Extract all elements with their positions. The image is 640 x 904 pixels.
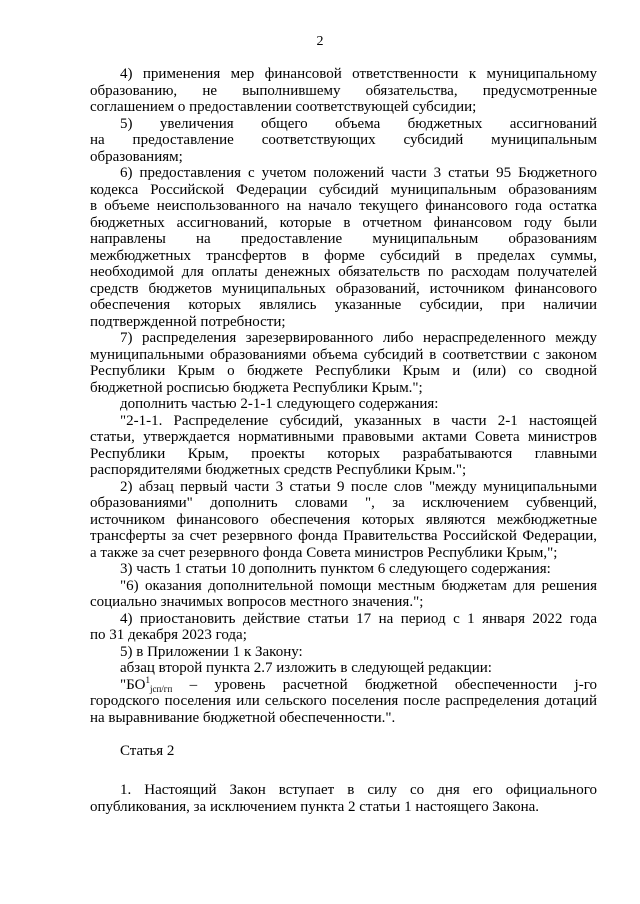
item-4-paragraph bbox=[90, 66, 597, 116]
text-line: городского поселения или сельского поселения после распределения дотаций bbox=[90, 693, 597, 709]
text-line: 4) применения мер финансовой ответственности к муниципальному bbox=[120, 66, 597, 82]
text-line: средств бюджетов муниципальных образований, источником финансового bbox=[90, 280, 597, 297]
text-line: бюджетной росписью бюджета Республики Крым."; bbox=[90, 379, 423, 396]
text-line: муниципальными образованиями объема субсидий в соответствии с законом bbox=[90, 346, 597, 363]
page-number: 2 bbox=[316, 34, 324, 49]
amendment-5-paragraph bbox=[90, 644, 597, 661]
text-line: образованию, не выполнившему обязательства, предусмотренные bbox=[90, 82, 597, 99]
text-line: на предоставление соответствующих субсидий муниципальным bbox=[90, 132, 597, 148]
text-line: источником финансового обеспечения которых являются межбюджетные bbox=[90, 511, 597, 528]
text-line: "6) оказания дополнительной помощи местным бюджетам для решения bbox=[120, 577, 597, 594]
text-line: в объеме неиспользованного на начало текущего финансового года остатка bbox=[90, 198, 597, 214]
formula-line bbox=[90, 674, 597, 694]
text-line: необходимой для оплаты денежных обязательств по расходам получателей bbox=[90, 264, 597, 280]
text-line: Республики Крым, проекты которых разрабатываются главными bbox=[90, 445, 597, 462]
new-item-6-text bbox=[90, 578, 597, 611]
text-line: 1. Настоящий Закон вступает в силу со дня его официального bbox=[120, 782, 597, 798]
text-line: бюджетных ассигнований, которые в отчетном финансовом году были bbox=[90, 214, 597, 231]
amendment-3-paragraph bbox=[90, 561, 597, 578]
text-line: по 31 декабря 2023 года; bbox=[90, 627, 247, 643]
part-2-1-1-text bbox=[90, 413, 597, 479]
formula-description: – уровень расчетной бюджетной обеспеченности j-го bbox=[172, 676, 597, 693]
text-line: образованиям; bbox=[90, 148, 183, 165]
text-line: подтвержденной потребности; bbox=[90, 313, 286, 330]
text-line: образованиями" дополнить словами ", за исключением субвенций, bbox=[90, 495, 597, 511]
article-2-item-1 bbox=[90, 782, 597, 815]
text-line: кодекса Российской Федерации субсидий муниципальным образованиям bbox=[90, 181, 597, 198]
text-line: 4) приостановить действие статьи 17 на период с 1 января 2022 года bbox=[120, 610, 597, 627]
document-body bbox=[90, 66, 597, 815]
article-2-heading: Статья 2 bbox=[120, 742, 175, 759]
text-line: абзац второй пункта 2.7 изложить в следующей редакции: bbox=[120, 660, 492, 676]
amendment-4-paragraph bbox=[90, 611, 597, 644]
text-line: трансферты за счет резервного фонда Правительства Российской Федерации, bbox=[90, 528, 597, 544]
text-line: Республики Крым о бюджете Республики Крым и (или) со сводной bbox=[90, 363, 597, 379]
text-line: обеспечения которых являлись указанные субсидии, при наличии bbox=[90, 297, 597, 313]
text-line: статьи, утверждается нормативными правовыми актами Совета министров bbox=[90, 429, 597, 445]
paragraph-2-7-intro bbox=[90, 660, 597, 677]
text-line: 5) увеличения общего объема бюджетных ассигнований bbox=[120, 115, 597, 132]
formula-definition bbox=[90, 674, 597, 727]
text-line: межбюджетных трансфертов в форме субсидий в пределах суммы, bbox=[90, 247, 597, 264]
text-line: дополнить частью 2-1-1 следующего содержания: bbox=[120, 396, 439, 412]
item-6-paragraph bbox=[90, 165, 597, 330]
part-2-1-1-intro bbox=[90, 396, 597, 413]
text-line: 7) распределения зарезервированного либо нераспределенного между bbox=[120, 330, 597, 346]
amendment-2-paragraph bbox=[90, 479, 597, 562]
text-line: направлены на предоставление муниципальным образованиям bbox=[90, 231, 597, 247]
text-line: "2-1-1. Распределение субсидий, указанных в части 2-1 настоящей bbox=[120, 412, 597, 429]
item-5-paragraph bbox=[90, 116, 597, 166]
text-line: 5) в Приложении 1 к Закону: bbox=[120, 643, 303, 660]
formula-superscript: 1 bbox=[145, 674, 150, 685]
text-line: 6) предоставления с учетом положений части 3 статьи 95 Бюджетного bbox=[120, 165, 597, 181]
text-line: социально значимых вопросов местного значения."; bbox=[90, 594, 424, 610]
text-line: опубликования, за исключением пункта 2 статьи 1 настоящего Закона. bbox=[90, 798, 540, 815]
text-line: на выравнивание бюджетной обеспеченности.". bbox=[90, 709, 396, 726]
text-line: распорядителями бюджетных средств Республики Крым."; bbox=[90, 462, 467, 478]
item-7-paragraph bbox=[90, 330, 597, 396]
formula-symbol: "БО bbox=[120, 676, 146, 693]
text-line: а также за счет резервного фонда Совета министров Республики Крым,"; bbox=[90, 544, 558, 561]
text-line: 2) абзац первый части 3 статьи 9 после слов "между муниципальными bbox=[120, 478, 597, 495]
formula-subscript: jсп/гп bbox=[149, 683, 173, 694]
text-line: 3) часть 1 статьи 10 дополнить пунктом 6 следующего содержания: bbox=[120, 561, 551, 577]
text-line: соглашением о предоставлении соответствующей субсидии; bbox=[90, 99, 477, 115]
